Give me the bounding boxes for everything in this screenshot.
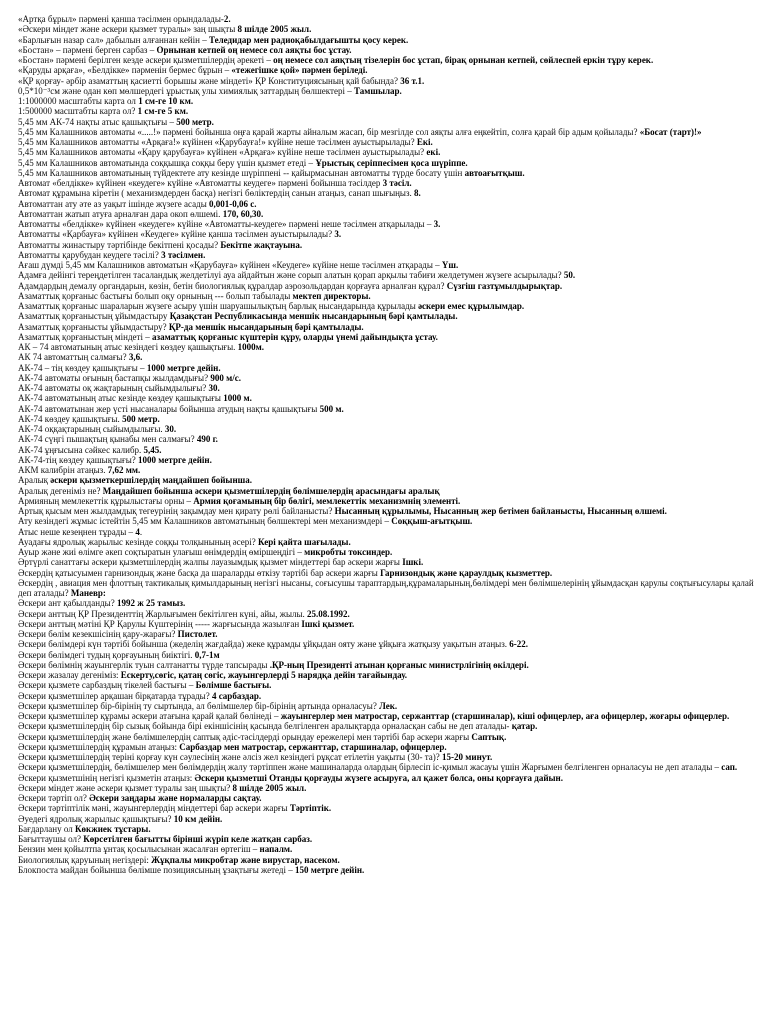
text-line (18, 762, 756, 772)
text-line (18, 414, 756, 424)
answer-text: 1000 м. (223, 393, 252, 404)
answer-text: 3,6. (128, 352, 143, 363)
text-line (18, 260, 756, 270)
question-text: Ату кезіндегі жұмыс істейтін 5,45 мм Калашников автоматының бөлшектері мен механизмдері – (18, 516, 392, 527)
question-text: АК-74 оққақтарының сыйымдылығы. (18, 424, 165, 434)
text-line (18, 229, 756, 239)
question-text: Азаматтық қорғаныс шараларын жүзеге асыру үшін шаруашылықтың барлық нысандарында құрылады (18, 301, 419, 311)
answer-text: Маневр: (70, 588, 106, 598)
text-line (18, 445, 756, 455)
question-text: Биологиялық қаруының негіздері: (18, 854, 152, 865)
answer-text: Жұқпалы микробтар және вирустар, насеком. (151, 854, 340, 865)
answer-text: 3. (433, 219, 441, 229)
question-text: «Бостан» – пәрмені берген сарбаз – (18, 44, 157, 55)
answer-text: жауынгерлер мен матростар, сержанттар (старшиналар), кіші офицерлер, аға офицерлер, жоғары офицерлер. (280, 711, 730, 721)
answer-text: 900 м/с. (210, 372, 241, 383)
answer-text: 1000 метрге дейін. (138, 454, 212, 465)
text-line (18, 516, 756, 526)
question-text: Әуедегі ядролық жарылыс қашықтығы? (18, 813, 174, 824)
text-line (18, 24, 756, 34)
question-text: Атыс неше кезеңнен тұрады – (18, 526, 136, 537)
question-text: АКМ калибрін атаңыз. (18, 465, 108, 475)
text-line (18, 578, 756, 599)
question-text: АК 74 автоматтың салмағы? (18, 352, 129, 363)
text-line (18, 250, 756, 260)
question-text: Ауыр және жиі өлімге әкеп соқтыратын улағыш өнімдердің өміршеңдігі – (18, 547, 305, 557)
question-text: АК-74 – тің көздеу қашықтығы – (18, 362, 147, 373)
question-text: «Әскери міндет және әскери қызмет туралы» заң шықты (18, 24, 238, 35)
text-line (18, 619, 756, 629)
text-line (18, 568, 756, 578)
answer-text: 0,7-1м (194, 649, 220, 660)
answer-text: 8 шілде 2005 жыл. (237, 24, 312, 35)
answer-text: 6-22. (509, 639, 528, 650)
text-line (18, 434, 756, 444)
question-text: Әскердің , авиация мен флоттың тактикалық қимылдарының негізгі нысаны, соғысушы тараптардың,құрамаларының,бөлімдері мен бөлімшелерінің ұйымдасқан қарулы соқтығысулары қалай деп аталады? (18, 577, 754, 598)
answer-text: 36 т.1. (400, 75, 425, 86)
text-line (18, 14, 756, 24)
answer-text: 30. (164, 424, 177, 434)
answer-text: Кері қайта шағылады. (258, 536, 351, 547)
question-text: Әскери бөлім кезекшісінің қару-жарағы? (18, 629, 178, 639)
text-line (18, 86, 756, 96)
answer-text: 8 шілде 2005 жыл. (232, 782, 307, 793)
question-text: Әскери тәртіптілік мәні, жауынгерлердің міндеттері бар әскери жарғы (18, 803, 290, 814)
text-line (18, 496, 756, 506)
text-line (18, 199, 756, 209)
text-line (18, 814, 756, 824)
text-line (18, 35, 756, 45)
text-line (18, 281, 756, 291)
text-line (18, 834, 756, 844)
question-text: «Артқа бұрыл» пәрмені қанша тәсілмен орындалады- (18, 14, 224, 24)
answer-text: Нысанның құрылымы, Нысанның жер бетімен байланысты, Нысанның өлшемі. (334, 506, 667, 516)
answer-text: 7,62 мм. (107, 465, 141, 475)
question-text: Аралық дегеніміз не? (18, 485, 103, 496)
answer-text: 170, 60,30. (222, 208, 264, 219)
question-text: АК-74 автоматы оғының бастапқы жылдамдығы? (18, 372, 211, 383)
question-text: Азаматтық қорғанысты ұйымдастыру? (18, 321, 169, 332)
answer-text: Маңдайшеп бойынша әскери қызметшілердің бөлімшелердің арасындағы аралық (102, 485, 440, 496)
text-line (18, 209, 756, 219)
text-line (18, 824, 756, 834)
answer-text: оң немесе сол аяқтың тізелерін бос ұстап, бірақ орнынан кетпей, сөйлеспей еркін тұру керек. (273, 55, 654, 65)
question-text: Бағдарлану ол (18, 823, 75, 834)
text-line (18, 742, 756, 752)
text-line (18, 773, 756, 783)
answer-text: Ескерту,сөгіс, қатаң сөгіс, жауынгерлерді 5 нарядқа дейін тағайындау. (120, 670, 408, 680)
question-text: Әскери қызметшілер арқашан бірқатарда тұрады? (18, 690, 212, 701)
question-text: АК-74 ұңғысына сәйкес калибр. (18, 444, 144, 455)
answer-text: Пистолет. (177, 629, 218, 639)
answer-text: Бекітпе жақтауына. (220, 239, 303, 250)
text-line (18, 537, 756, 547)
question-text: АК-74 автоматы оқ жақтарының сыйымдылығы? (18, 383, 209, 393)
text-line (18, 76, 756, 86)
text-line (18, 855, 756, 865)
answer-text: «тежегішке қой» пәрмен беріледі. (231, 65, 368, 76)
text-line (18, 711, 756, 721)
text-line (18, 352, 756, 362)
answer-text: Бөлімше бастығы. (195, 680, 272, 691)
text-line (18, 547, 756, 557)
answer-text: Үш. (441, 260, 459, 270)
answer-text: Сарбаздар мен матростар, сержанттар, старшиналар, офицерлер. (179, 741, 447, 752)
question-text: Әскери қызметшілердің және бөлімшелердің саптық әдіс-тәсілдерді орындау ережелері мен тәртібі бар әскери жарғы (18, 731, 472, 742)
text-line (18, 609, 756, 619)
question-text: Артық қысым мен жылдамдық тегеурінің зақымдау мен қирату рөлі байланысты? (18, 506, 335, 516)
question-text: АК-74 автоматынан жер үсті нысаналары бойынша атудың нақты қашықтығы (18, 403, 320, 414)
text-line (18, 680, 756, 690)
answer-text: 50. (563, 270, 576, 281)
text-line (18, 45, 756, 55)
text-line (18, 240, 756, 250)
text-line (18, 311, 756, 321)
text-line (18, 168, 756, 178)
answer-text: Көрсетілген бағытты бірінші жүріп келе жатқан сарбаз. (83, 834, 313, 844)
question-text: 5,45 мм Калашников автоматы «.....!» пәрмені бойынша оңға қарай жарты айналым жасап, бір мезгілде сол аяқты алға еңкейтіп, солға қарай бір адым қойылады? (18, 126, 640, 137)
question-text: Әскери қызметшінің негізгі қызметін атаңыз: (18, 772, 195, 783)
answer-text: Лек. (379, 700, 398, 711)
question-text: Әскери анттың ҚР Президенттің Жарлығымен бекітілген күні, айы, жылы. (18, 608, 308, 619)
question-text: АК-74 көздеу қашықтығы. (18, 413, 123, 424)
answer-text: 30. (208, 383, 220, 393)
answer-text: 490 г. (196, 434, 218, 445)
question-text: «Бостан» пәрмені берілген кезде әскери қызметшілердің әрекеті – (18, 55, 274, 65)
answer-text: Гарнизондық және қараулдық кызметтер. (380, 567, 553, 578)
question-text: АК-74 сүңгі пышақтың қынабы мен салмағы? (18, 434, 197, 445)
text-line (18, 650, 756, 660)
text-line (18, 475, 756, 485)
question-text: Автоматты қарубудан кеудеге тәсілі? (18, 249, 162, 260)
question-text: Әскери қызметшілер бір-бірінің ту сыртында, ал бөлімшелер бір-бірінің артында орналасуы? (18, 700, 380, 711)
question-text: Әскери бөлімнің жауынгерлік туын салтанатты түрде тапсырады (18, 659, 270, 670)
text-line (18, 106, 756, 116)
text-line (18, 404, 756, 414)
answer-text: Ішкі. (402, 557, 424, 568)
answer-text: Екі. (416, 137, 433, 147)
answer-text: Ішкі қызмет. (301, 618, 355, 629)
question-text: 1:500000 масштабты карта ол? (18, 106, 138, 117)
answer-text: қатар. (511, 721, 538, 732)
question-text: Әскердің қатысуымен гарнизондық және басқа да шараларды өткізу тәртібі бар әскери жарғы (18, 567, 381, 578)
text-line (18, 803, 756, 813)
answer-text: Саптық. (471, 731, 507, 742)
question-text: Блокпоста майдан бойынша бөлімше позициясының ұзақтығы жетеді – (18, 864, 296, 875)
text-line (18, 158, 756, 168)
question-text: Ағаш дүмді 5,45 мм Калашников автоматын «Қарубауға» күйінен «Кеудеге» күйіне неше тәсілмен атқарады – (18, 260, 442, 270)
text-line (18, 660, 756, 670)
answer-text: 5,45. (143, 444, 162, 455)
text-line (18, 178, 756, 188)
text-line (18, 557, 756, 567)
text-line (18, 598, 756, 608)
answer-text: екі. (426, 147, 441, 158)
text-line (18, 301, 756, 311)
answer-text: 1 см-ге 5 км. (137, 106, 189, 117)
question-text: 5,45 мм Калашников автоматты «Арқаға!» күйінен «Қарубауға!» күйіне неше тәсілмен ауыстырылады? (18, 137, 417, 147)
question-text: 5,45 мм Калашников автоматының түйдектете ату кезінде шүріппені -- қайырмасынан автоматты түрде босату үшін (18, 167, 465, 178)
text-line (18, 752, 756, 762)
question-text: Автомат «белдікке» күйінен «кеудеге» күйіне «Автоматты кеудеге» пәрмені бойынша тәсілдер (18, 178, 383, 188)
question-text: 5,45 мм Калашников автоматы «Қару қарубауға» күйінен «Арқаға» күйіне неше тәсілмен ауыстырылады? (18, 147, 427, 158)
answer-text: 1000м. (237, 342, 265, 352)
question-text: 5,45 мм АК-74 нақты атыс қашықтығы – (18, 116, 177, 127)
answer-text: Әскери заңдары және нормаларды сақтау. (89, 793, 262, 803)
text-line (18, 188, 756, 198)
answer-text: 8. (414, 188, 421, 199)
question-text: Әскери бөлімдері күн тәртібі бойынша (жеделің жағдайда) жеке құрамды ұйқыдан ояту және ұйқыға жатқызу уақытын атаңыз. (18, 639, 510, 650)
answer-text: 3. (334, 229, 342, 240)
answer-text: Сүзгіш газтұмылдырықтар. (446, 280, 563, 291)
answer-text: Қазақстан Республикасында меншік нысандарының бәрі қамтылады. (169, 311, 458, 322)
question-text: Әскери қызмете сарбаздың тікелей бастығы – (18, 680, 196, 691)
question-text: Әскери ант қабылданды? (18, 598, 117, 609)
question-text: Азаматтық қорғаныстың міндеті – (18, 331, 152, 342)
answer-text: 3 тәсілмен. (161, 249, 206, 260)
answer-text: 0,001-0,06 с. (209, 198, 257, 209)
question-text: Әскери қызметшілердің, бөлімшелер мен бөлімдердің жалу тәртіппен және машиналарда олардың бірлесіп іс-қимыл жасауы үшін Жарғымен белгіленген орналасуы не деп аталады – (18, 762, 722, 773)
text-line (18, 147, 756, 157)
answer-text: микробты токсиндер. (304, 547, 393, 557)
answer-text: 500 метр. (122, 413, 160, 424)
answer-text: Көкжиек тұстары. (74, 823, 151, 834)
question-text: Әскери қызметшілердің бір сызық бойында бірі екіншісінің қасында белгіленген аралықтарда орналасқан сабы не деп аталады- (18, 721, 512, 732)
question-text: АК-74 автоматының атыс кезінде көздеу қашықтығы (18, 393, 224, 404)
text-line (18, 65, 756, 75)
question-text: Әртүрлі санаттағы әскери қызметшілердің жалпы лауазымдық қызмет міндеттері бар әскери жарғы (18, 557, 403, 568)
answer-text: Орнынан кетпей оң немесе сол аяқты бос ұстау. (156, 44, 352, 55)
answer-text: азаматтық қорғаныс күштерін құру, оларды үнемі дайындықта ұстау. (151, 331, 438, 342)
answer-text: Теледидар мен радиоқабылдағышты қосу керек. (208, 34, 409, 45)
text-line (18, 363, 756, 373)
text-line (18, 219, 756, 229)
question-text: Азаматтық қорғаныстың ұйымдастыру (18, 311, 170, 322)
question-text: «Қаруды арқаға», «Белдікке» пәрменін бермес бұрын – (18, 65, 232, 76)
answer-text: сап. (721, 762, 738, 773)
text-line (18, 137, 756, 147)
question-text: Автоматтан жатып атуға арналған дара окоп өлшемі. (18, 208, 223, 219)
answer-text: Тамшылар. (353, 85, 402, 96)
question-text: АК-74-тің көздеу қашықтығы? (18, 454, 139, 465)
question-text: 0,5*10⁻³см және одан көп мөлшердегі ұрыстық улы химиялық заттардың бөлшектері – (18, 85, 354, 96)
question-text: Бағыттаушы ол? (18, 834, 84, 844)
text-line (18, 291, 756, 301)
answer-text: напалм. (259, 844, 293, 855)
text-line (18, 486, 756, 496)
answer-text: әскери емес құрылымдар. (418, 301, 525, 311)
question-text: Әскери қызметшілердің құрамын атаңыз: (18, 741, 180, 752)
text-line (18, 117, 756, 127)
question-text: Ауадағы ядролық жарылыс кезінде соққы толқынының әсері? (18, 536, 259, 547)
document-body (18, 14, 756, 875)
question-text: Бензин мен қойылтпа ұнтақ қосылысынан жасалған өртегіш – (18, 844, 260, 855)
question-text: Автоматты жинастыру тәртібінде бекітпені қосады? (18, 239, 221, 250)
answer-text: «Босат (тарт)!» (639, 126, 702, 137)
answer-text: 1992 ж 25 тамыз. (116, 598, 186, 609)
text-line (18, 393, 756, 403)
answer-text: автоағытқыш. (464, 167, 525, 178)
text-line (18, 629, 756, 639)
answer-text: 10 км дейін. (173, 813, 223, 824)
question-text: Азаматтық қорғаныс бастығы болып оқу орнының --- болып табылады (18, 290, 293, 301)
text-line (18, 127, 756, 137)
question-text: Автоматты «Қарбауға» күйінен «Кеудеге» күйіне қанша тәсілмен ауыстырылады? (18, 229, 335, 240)
answer-text: 4 (135, 526, 140, 537)
text-line (18, 506, 756, 516)
text-line (18, 322, 756, 332)
answer-text: 500 м. (319, 403, 344, 414)
question-text: 5,45 мм Калашников автоматында соққышқа соққы беру үшін қызмет етеді – (18, 157, 316, 168)
answer-text: 1 см-ге 10 км. (138, 96, 194, 106)
question-text: Әскери анттың мәтіні ҚР Қарулы Күштерінің ----- жарғысында жазылған (18, 618, 302, 629)
text-line (18, 670, 756, 680)
question-text: Әскери жазалау дегеніміз: (18, 670, 121, 680)
answer-text: 500 метр. (176, 116, 214, 127)
question-text: Әскери бөлімдегі тудың қорғауының биіктігі. (18, 649, 195, 660)
answer-text: 25.08.1992. (307, 608, 350, 619)
question-text: Адамға дейінгі тереңдетілген тасаландық желдетілуі ауа айдайтын және сорып алатын қорап арқылы табиғи желдетумен жүзеге асырылады? (18, 270, 564, 281)
text-line (18, 732, 756, 742)
answer-text: 1000 метрге дейін. (146, 362, 221, 373)
question-text: Армияның мемлекеттік құрылыстағы орны – (18, 495, 194, 506)
text-line (18, 55, 756, 65)
answer-text: 2. (223, 14, 231, 24)
answer-text: 3 тәсіл. (382, 178, 412, 188)
answer-text: ҚР-да меншік нысандарының бәрі қамтылады. (168, 321, 364, 332)
text-line (18, 96, 756, 106)
text-line (18, 527, 756, 537)
question-text: Әскери тәртіп ол? (18, 793, 90, 803)
text-line (18, 721, 756, 731)
text-line (18, 701, 756, 711)
text-line (18, 783, 756, 793)
question-text: Әскери қызметшілер құрамы әскери атағына қарай қалай бөлінеді – (18, 711, 281, 721)
text-line (18, 865, 756, 875)
answer-text: Тәртіптік. (289, 803, 332, 814)
text-line (18, 342, 756, 352)
question-text: Әскери қызметшілердің терінi қорғау күн сәулесінің және әлсіз жел кезіндегі рұқсат етілетін уақыты (30- та)? (18, 752, 443, 762)
question-text: Әскери міндет және әскери қызмет туралы заң шықты? (18, 782, 233, 793)
question-text: 1:1000000 масштабты карта ол (18, 96, 139, 106)
answer-text: мектеп директоры. (292, 290, 371, 301)
question-text: «ҚР қорғау- әрбір азаматтың қасиетті борышы және міндеті» ҚР Конституциясының қай бабында? (18, 75, 401, 86)
question-text: Адамдардың демалу органдарын, көзін, бетін биологиялық құралдар аэрозольдардан қорғауға арналған құрал? (18, 280, 447, 291)
answer-text: Соққыш-ағытқыш. (391, 516, 473, 527)
answer-text: 15-20 минут. (442, 752, 493, 762)
question-text: Автомат құрамына кіретін ( механизмдерден басқа) негізгі бөліктердің санын атаңыз, санап шығыңыз. (18, 188, 415, 199)
answer-text: Ұрыстық серіппесімен қоса шүріппе. (315, 157, 468, 168)
text-line (18, 691, 756, 701)
text-line (18, 424, 756, 434)
text-line (18, 455, 756, 465)
question-text: АК – 74 автоматының атыс кезіндегі көздеу қашықтығы. (18, 342, 238, 352)
question-text: Автоматты «белдікке» күйінен «кеудеге» күйіне «Автоматты-кеудеге» пәрмені неше тәсілмен атқарылады – (18, 219, 434, 229)
question-text: «Барлығын назар сал» дабылын алғаннан кейін – (18, 34, 209, 45)
question-text: . (139, 526, 143, 537)
text-line (18, 332, 756, 342)
text-line (18, 270, 756, 280)
text-line (18, 844, 756, 854)
text-line (18, 373, 756, 383)
question-text: Автоматтан ату әте аз уақыт ішінде жүзеге асады (18, 198, 210, 209)
answer-text: 4 сарбаздар. (211, 690, 262, 701)
answer-text: әскери қызметкершілердің маңдайшеп бойынша. (50, 475, 252, 486)
text-line (18, 639, 756, 649)
answer-text: Армия қоғамының бір бөлігі, мемлекеттік механизмнің элементі. (193, 495, 461, 506)
answer-text: 150 метрге дейін. (295, 864, 365, 875)
question-text: Аралық (18, 475, 51, 486)
answer-text: .ҚР-ның Президенті атынан қорғаныс министрлігінің өкілдері. (269, 659, 529, 670)
text-line (18, 383, 756, 393)
text-line (18, 465, 756, 475)
text-line (18, 793, 756, 803)
answer-text: Әскери қызметші Отанды қорғауды жүзеге асыруға, ал қажет болса, оны қорғауға дайын. (194, 772, 563, 783)
